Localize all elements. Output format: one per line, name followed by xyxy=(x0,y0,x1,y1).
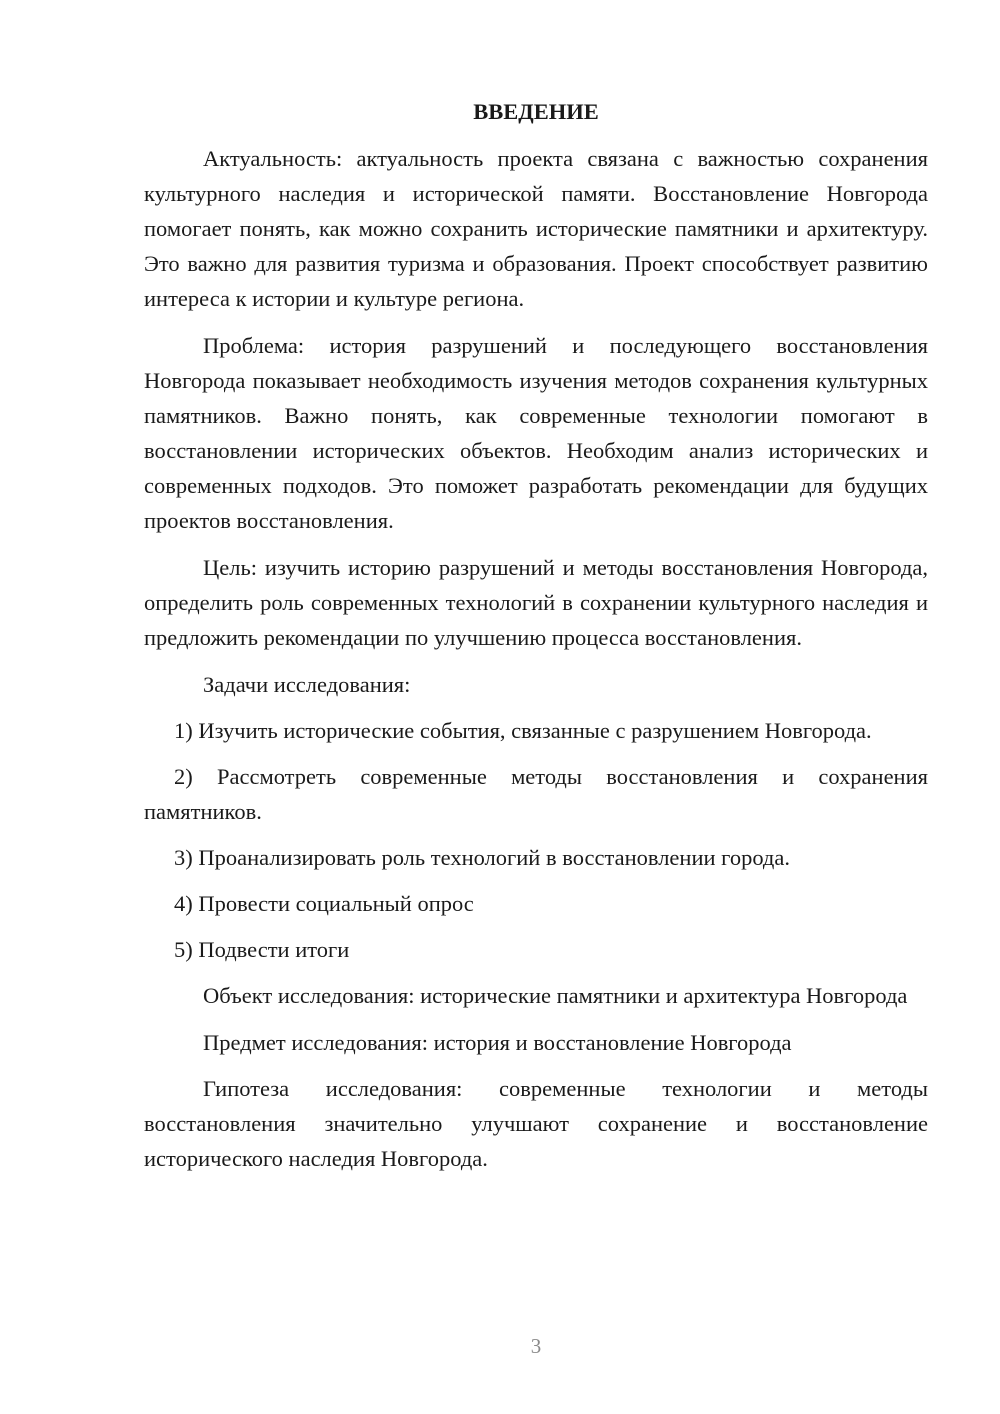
task-item-1: 1) Изучить исторические события, связанные с разрушением Новгорода. xyxy=(174,718,872,743)
section-title: ВВЕДЕНИЕ xyxy=(473,99,599,124)
object-paragraph: Объект исследования: исторические памятники и архитектура Новгорода xyxy=(203,983,908,1008)
page-number: 3 xyxy=(530,1334,542,1358)
relevance-paragraph: Актуальность: актуальность проекта связана с важностью сохранения культурного наследия и исторической памяти. Восстановление Новгорода помогает понять, как можно сохранить исторические памятники и архитектуру. Это важно для развития туризма и образования. Проект способствует развитию интереса к истории и культуре региона. xyxy=(144,146,928,311)
problem-paragraph: Проблема: история разрушений и последующего восстановления Новгорода показывает необходимость изучения методов сохранения культурных памятников. Важно понять, как современные технологии помогают в восстановлении исторических объектов. Необходим анализ исторических и современных подходов. Это поможет разработать рекомендации для будущих проектов восстановления. xyxy=(144,333,928,533)
goal-paragraph: Цель: изучить историю разрушений и методы восстановления Новгорода, определить роль современных технологий в сохранении культурного наследия и предложить рекомендации по улучшению процесса восстановления. xyxy=(144,555,928,650)
task-item-5: 5) Подвести итоги xyxy=(174,937,350,962)
task-item-3: 3) Проанализировать роль технологий в восстановлении города. xyxy=(174,845,790,870)
hypothesis-paragraph: Гипотеза исследования: современные технологии и методы восстановления значительно улучшают сохранение и восстановление исторического наследия Новгорода. xyxy=(144,1076,928,1171)
task-item-4: 4) Провести социальный опрос xyxy=(174,891,474,916)
tasks-heading: Задачи исследования: xyxy=(203,672,411,697)
subject-paragraph: Предмет исследования: история и восстановление Новгорода xyxy=(203,1030,792,1055)
task-item-2: 2) Рассмотреть современные методы восстановления и сохранения памятников. xyxy=(144,764,928,824)
page-content xyxy=(144,94,928,1188)
